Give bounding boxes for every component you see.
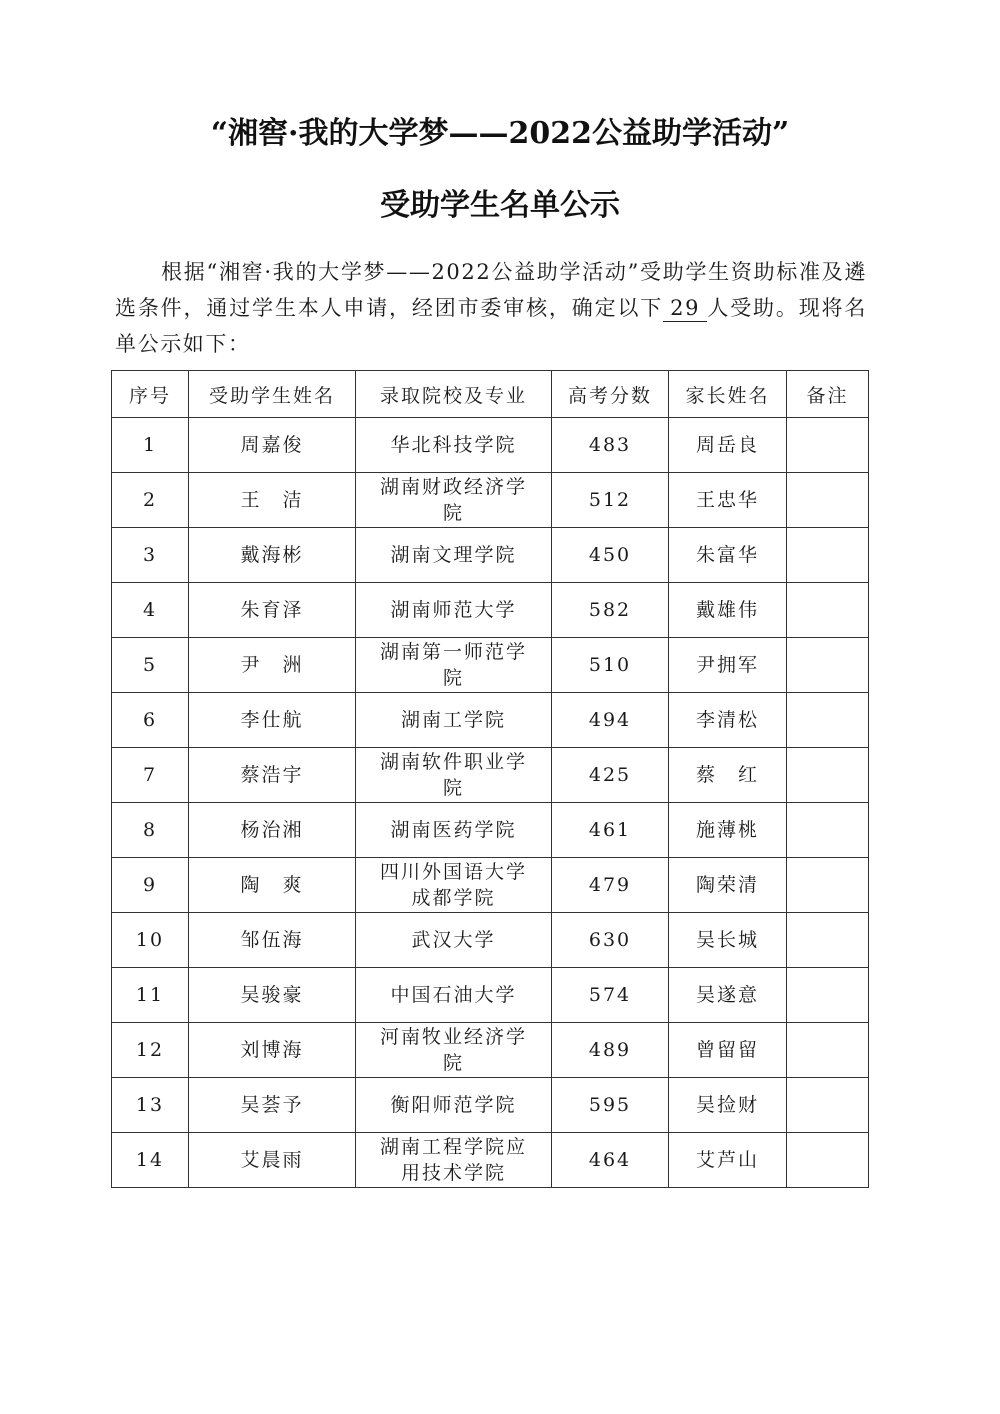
cell-parent-name: 吴遂意: [669, 968, 787, 1023]
table-row: [112, 858, 869, 913]
cell-remarks: [787, 858, 869, 913]
cell-score: 582: [552, 583, 669, 638]
cell-student-name: 吴荟予: [189, 1078, 356, 1133]
cell-student-name: 杨治湘: [189, 803, 356, 858]
cell-student-name: 周嘉俊: [189, 418, 356, 473]
table-row: [112, 638, 869, 693]
cell-index: 12: [112, 1023, 189, 1078]
document-subtitle: 受助学生名单公示: [380, 188, 620, 223]
cell-index: 8: [112, 803, 189, 858]
table-row: [112, 1078, 869, 1133]
cell-parent-name: 戴雄伟: [669, 583, 787, 638]
cell-school: 华北科技学院: [356, 418, 552, 473]
cell-student-name: 艾晨雨: [189, 1133, 356, 1188]
cell-score: 595: [552, 1078, 669, 1133]
table-row: [112, 913, 869, 968]
cell-student-name: 尹 洲: [189, 638, 356, 693]
cell-student-name: 李仕航: [189, 693, 356, 748]
cell-remarks: [787, 1078, 869, 1133]
cell-remarks: [787, 1023, 869, 1078]
cell-remarks: [787, 803, 869, 858]
cell-index: 9: [112, 858, 189, 913]
cell-parent-name: 周岳良: [669, 418, 787, 473]
cell-index: 4: [112, 583, 189, 638]
cell-parent-name: 陶荣清: [669, 858, 787, 913]
cell-index: 6: [112, 693, 189, 748]
table-row: [112, 418, 869, 473]
cell-remarks: [787, 693, 869, 748]
table-row: [112, 968, 869, 1023]
cell-remarks: [787, 638, 869, 693]
cell-parent-name: 艾芦山: [669, 1133, 787, 1188]
recipient-count: 29: [663, 295, 707, 322]
cell-school: 湖南工程学院应用技术学院: [356, 1133, 552, 1188]
cell-student-name: 朱育泽: [189, 583, 356, 638]
cell-remarks: [787, 418, 869, 473]
cell-score: 512: [552, 473, 669, 528]
header-remarks: 备注: [787, 371, 869, 418]
cell-school: 中国石油大学: [356, 968, 552, 1023]
cell-index: 13: [112, 1078, 189, 1133]
cell-parent-name: 王忠华: [669, 473, 787, 528]
cell-school: 四川外国语大学成都学院: [356, 858, 552, 913]
cell-school: 湖南软件职业学院: [356, 748, 552, 803]
cell-parent-name: 朱富华: [669, 528, 787, 583]
table-row: [112, 473, 869, 528]
cell-score: 464: [552, 1133, 669, 1188]
cell-index: 7: [112, 748, 189, 803]
cell-remarks: [787, 583, 869, 638]
table-row: [112, 803, 869, 858]
header-score: 高考分数: [552, 371, 669, 418]
cell-index: 14: [112, 1133, 189, 1188]
cell-remarks: [787, 748, 869, 803]
cell-score: 510: [552, 638, 669, 693]
cell-parent-name: 曾留留: [669, 1023, 787, 1078]
table-row: [112, 583, 869, 638]
cell-school: 湖南文理学院: [356, 528, 552, 583]
cell-student-name: 戴海彬: [189, 528, 356, 583]
cell-remarks: [787, 968, 869, 1023]
cell-parent-name: 蔡 红: [669, 748, 787, 803]
table-row: [112, 1023, 869, 1078]
recipient-table: [111, 370, 869, 1188]
cell-index: 2: [112, 473, 189, 528]
cell-score: 479: [552, 858, 669, 913]
cell-parent-name: 吴捡财: [669, 1078, 787, 1133]
table-row: [112, 528, 869, 583]
cell-student-name: 蔡浩宇: [189, 748, 356, 803]
header-index: 序号: [112, 371, 189, 418]
cell-index: 11: [112, 968, 189, 1023]
cell-parent-name: 李清松: [669, 693, 787, 748]
table-row: [112, 1133, 869, 1188]
cell-remarks: [787, 528, 869, 583]
intro-text-before: 根据“湘窖·我的大学梦——2022公益助学活动”受助学生资助标准及遴选条件，通过学生本人申请，经团市委审核，确定以下: [115, 260, 867, 320]
cell-remarks: [787, 1133, 869, 1188]
cell-parent-name: 尹拥军: [669, 638, 787, 693]
cell-school: 湖南师范大学: [356, 583, 552, 638]
cell-school: 湖南第一师范学院: [356, 638, 552, 693]
cell-score: 494: [552, 693, 669, 748]
intro-text-after: 人受助。现将名单公示如下：: [115, 296, 867, 356]
cell-school: 湖南工学院: [356, 693, 552, 748]
cell-student-name: 吴骏豪: [189, 968, 356, 1023]
table-row: [112, 748, 869, 803]
cell-parent-name: 施薄桃: [669, 803, 787, 858]
header-parent-name: 家长姓名: [669, 371, 787, 418]
cell-student-name: 刘博海: [189, 1023, 356, 1078]
document-title: “湘窖·我的大学梦——2022公益助学活动”: [210, 116, 790, 151]
cell-score: 630: [552, 913, 669, 968]
table-header-row: [112, 371, 869, 418]
table-body: [112, 418, 869, 1188]
cell-school: 武汉大学: [356, 913, 552, 968]
cell-score: 489: [552, 1023, 669, 1078]
header-student-name: 受助学生姓名: [189, 371, 356, 418]
cell-student-name: 邹伍海: [189, 913, 356, 968]
cell-school: 湖南财政经济学院: [356, 473, 552, 528]
cell-score: 483: [552, 418, 669, 473]
cell-school: 衡阳师范学院: [356, 1078, 552, 1133]
cell-score: 461: [552, 803, 669, 858]
cell-index: 3: [112, 528, 189, 583]
cell-student-name: 王 洁: [189, 473, 356, 528]
intro-paragraph: [115, 254, 867, 362]
cell-school: 湖南医药学院: [356, 803, 552, 858]
cell-student-name: 陶 爽: [189, 858, 356, 913]
cell-remarks: [787, 473, 869, 528]
cell-index: 1: [112, 418, 189, 473]
cell-score: 574: [552, 968, 669, 1023]
header-school: 录取院校及专业: [356, 371, 552, 418]
cell-school: 河南牧业经济学院: [356, 1023, 552, 1078]
cell-score: 425: [552, 748, 669, 803]
cell-parent-name: 吴长城: [669, 913, 787, 968]
cell-index: 5: [112, 638, 189, 693]
cell-remarks: [787, 913, 869, 968]
cell-score: 450: [552, 528, 669, 583]
table-row: [112, 693, 869, 748]
cell-index: 10: [112, 913, 189, 968]
